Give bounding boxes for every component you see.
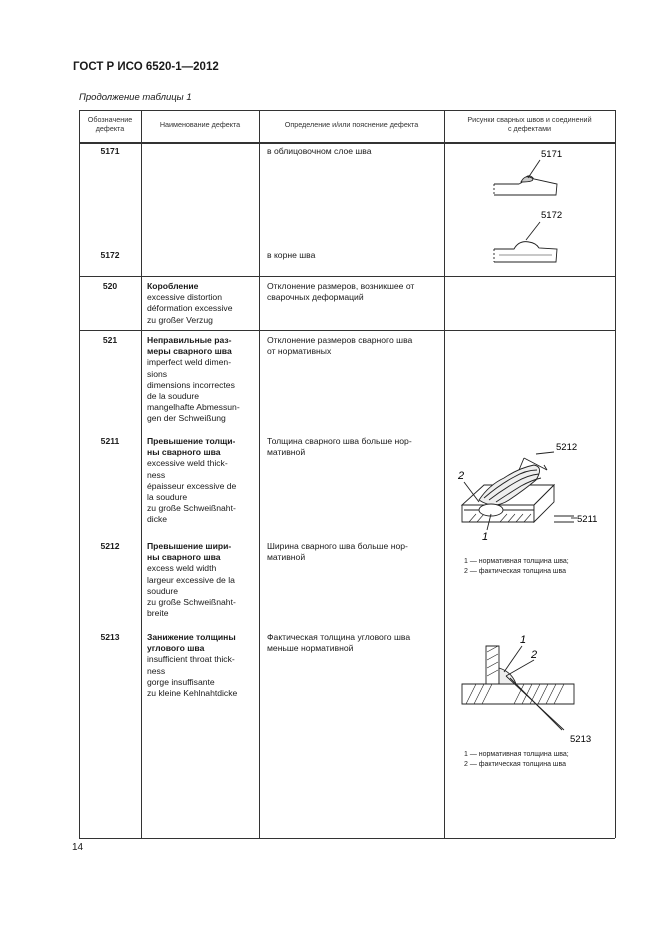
figure-label: 5212 [556, 442, 578, 453]
header-name: Наименование дефекта [159, 120, 241, 129]
figure-weld-5171-5172 [444, 142, 615, 276]
figure-legend: 1 — нормативная толщина шва; 2 — фактическая толщина шва [464, 751, 569, 768]
defect-definition: Отклонение размеров сварного шва от нормативных [267, 335, 413, 357]
figure-legend: 1 — нормативная толщина шва; 2 — фактическая толщина шва [464, 558, 569, 575]
defect-definition: Ширина сварного шва больше нор- мативной [267, 541, 408, 563]
defect-name: Превышение толщи- ны сварного шва excessive weld thick- ness épaisseur excessive de la soudure zu große Schweißnaht- dicke [147, 436, 237, 525]
figure-label: 2 [531, 649, 538, 661]
figure-label: 5171 [541, 149, 563, 160]
defect-name: Коробление excessive distortion déformation excessive zu großer Verzug [147, 281, 233, 325]
defect-definition: Отклонение размеров, возникшее от сварочных деформаций [267, 281, 415, 303]
defect-code: 520 [102, 281, 118, 291]
defect-name: Занижение толщины углового шва insufficient throat thick- ness gorge insuffisante zu kleine Kehlnahtdicke [147, 632, 238, 699]
defect-name: Превышение шири- ны сварного шва excess weld width largeur excessive de la soudure zu große Schweißnaht- breite [147, 541, 236, 619]
defect-code: 5213 [100, 632, 120, 642]
defect-code: 5212 [100, 541, 120, 551]
defect-code: 5211 [100, 436, 120, 446]
document-standard-title: ГОСТ Р ИСО 6520-1—2012 [73, 61, 219, 73]
figure-label: 1 [482, 531, 489, 543]
figure-label: 2 [458, 470, 465, 482]
defect-code: 521 [102, 335, 118, 345]
figure-label: 1 [520, 634, 527, 646]
figure-weld-5211-5212 [444, 430, 615, 555]
figure-label: 5211 [577, 514, 598, 525]
header-code: Обозначение дефекта [87, 115, 133, 133]
defect-code: 5172 [100, 250, 120, 260]
defect-definition: Толщина сварного шва больше нор- мативной [267, 436, 412, 458]
figure-label: 5213 [570, 734, 592, 745]
defect-definition: Фактическая толщина углового шва меньше нормативной [267, 632, 411, 654]
defect-definition: в облицовочном слое шва [267, 146, 372, 156]
defect-definition: в корне шва [267, 250, 316, 260]
defect-name: Неправильные раз- меры сварного шва imperfect weld dimen- sions dimensions incorrectes de la soudure mangelhafte Abmessun- gen der Schweißung [147, 335, 240, 424]
table-caption: Продолжение таблицы 1 [79, 92, 192, 103]
figure-weld-5213 [444, 632, 615, 747]
header-definition: Определение и/или пояснение дефекта [284, 120, 419, 129]
page-number: 14 [72, 842, 84, 853]
header-figure: Рисунки сварных швов и соединений с дефектами [467, 115, 592, 133]
figure-label: 5172 [541, 210, 563, 221]
defect-code: 5171 [100, 146, 120, 156]
